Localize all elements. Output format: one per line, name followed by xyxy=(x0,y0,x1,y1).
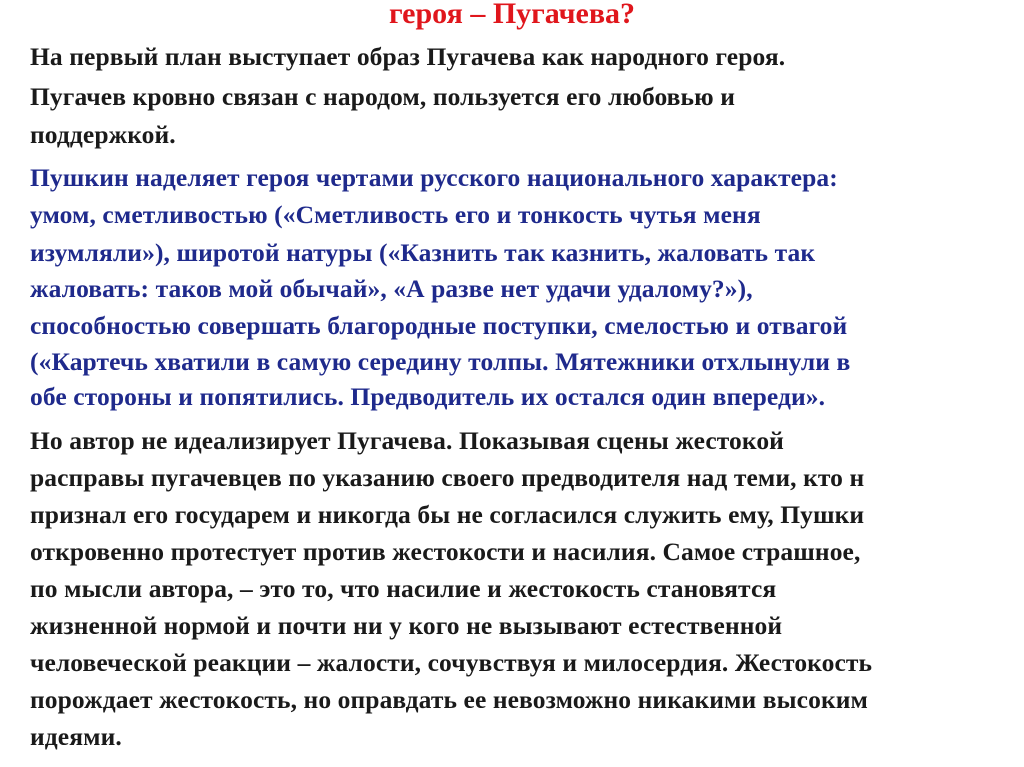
text-line: Пугачев кровно связан с народом, пользуется его любовью и xyxy=(30,82,735,111)
text-line: по мысли автора, – это то, что насилие и жестокость становятся xyxy=(30,574,777,603)
text-line: способностью совершать благородные поступки, смелостью и отвагой xyxy=(30,311,848,340)
text-line: расправы пугачевцев по указанию своего предводителя над теми, кто н xyxy=(30,463,865,492)
text-line: («Картечь хватили в самую середину толпы. Мятежники отхлынули в xyxy=(30,347,851,376)
text-line: Пушкин наделяет героя чертами русского национального характера: xyxy=(30,163,838,192)
slide-title: героя – Пугачева? xyxy=(388,0,636,30)
text-line: На первый план выступает образ Пугачева как народного героя. xyxy=(30,42,786,71)
text-line: Но автор не идеализирует Пугачева. Показывая сцены жестокой xyxy=(30,426,784,455)
text-line: человеческой реакции – жалости, сочувствуя и милосердия. Жестокость xyxy=(30,648,873,677)
text-line: жаловать: таков мой обычай», «А разве нет удачи удалому?»), xyxy=(30,274,753,303)
text-line: откровенно протестует против жестокости и насилия. Самое страшное, xyxy=(30,537,861,566)
text-line: порождает жестокость, но оправдать ее невозможно никакими высоким xyxy=(30,685,869,714)
text-line: жизненной нормой и почти ни у кого не вызывают естественной xyxy=(30,611,783,640)
text-line: признал его государем и никогда бы не согласился служить ему, Пушки xyxy=(30,500,865,529)
text-line: умом, сметливостью («Сметливость его и тонкость чутья меня xyxy=(30,200,761,229)
text-line: обе стороны и попятились. Предводитель их остался один впереди». xyxy=(30,382,826,411)
text-line: идеями. xyxy=(30,722,122,751)
text-line: поддержкой. xyxy=(30,120,176,149)
text-line: изумляли»), широтой натуры («Казнить так казнить, жаловать так xyxy=(30,238,816,267)
